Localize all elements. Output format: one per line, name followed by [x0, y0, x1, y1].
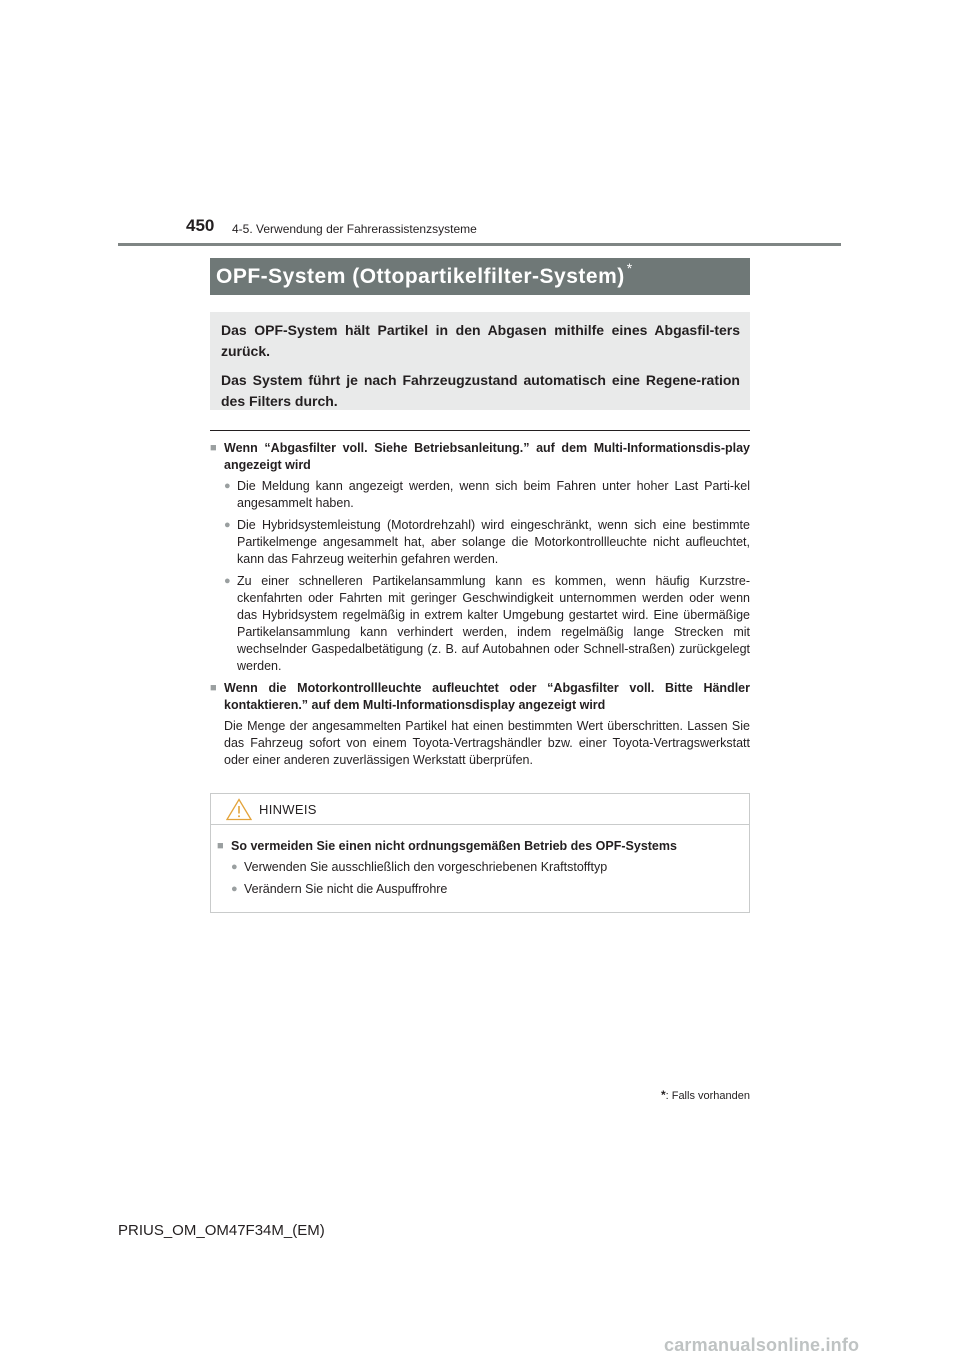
square-bullet-icon: ■ [210, 682, 217, 694]
notice-label: HINWEIS [259, 802, 317, 817]
footer-doc-id: PRIUS_OM_OM47F34M_(EM) [118, 1222, 325, 1239]
title-marker: * [626, 260, 633, 276]
footnote [640, 1088, 750, 1102]
dot-bullet-icon: ● [224, 480, 231, 492]
footnote-text: : Falls vorhanden [665, 1090, 750, 1102]
dot-bullet-icon: ● [231, 861, 238, 873]
watermark: carmanualsonline.info [664, 1335, 860, 1355]
square-bullet-icon: ■ [217, 840, 224, 852]
list-item-text: Zu einer schnelleren Partikelansammlung kann es kommen, wenn häufig Kurzstre-ckenfahrten oder Fahrten mit geringer Geschwindigkeit unternommen werden oder wenn das Hybridsystem regelmäßig in extrem kalter Umgebung gestartet wird. Eine übermäßige Partikelansammlung kann verhindert werden, indem regelmäßig lange Strecken mit wechselnder Gaspedalbetätigung (z. B. auf Autobahnen oder Schnell-straßen) zurückgelegt werden. [237, 574, 750, 673]
section2-heading [210, 680, 750, 714]
section1-heading-text: Wenn “Abgasfilter voll. Siehe Betriebsanleitung.” auf dem Multi-Informationsdis-play angezeigt wird [224, 441, 750, 472]
title-bar [210, 258, 750, 295]
notice-heading-text: So vermeiden Sie einen nicht ordnungsgemäßen Betrieb des OPF-Systems [231, 839, 677, 853]
section2-text: Die Menge der angesammelten Partikel hat einen bestimmten Wert überschritten. Lassen Sie das Fahrzeug sofort von einem Toyota-Vertragshändler bzw. einer Toyota-Vertragswerkstatt oder einer anderen zuverlässigen Werkstatt überprüfen. [224, 719, 750, 767]
footnote-marker: * [660, 1088, 666, 1102]
notice-header [211, 794, 749, 825]
intro-box [210, 312, 750, 410]
list-item-text: Die Meldung kann angezeigt werden, wenn sich beim Fahren unter hoher Last Parti-kel angesammelt haben. [237, 479, 750, 510]
section2-heading-text: Wenn die Motorkontrollleuchte aufleuchtet oder “Abgasfilter voll. Bitte Händler kontaktieren.” auf dem Multi-Informationsdisplay angezeigt wird [224, 681, 750, 712]
page-title: OPF-System (Ottopartikelfilter-System) [216, 265, 625, 288]
header-rule [118, 243, 841, 246]
list-item [224, 478, 750, 512]
list-item-text: Verwenden Sie ausschließlich den vorgeschriebenen Kraftstofftyp [244, 860, 608, 874]
dot-bullet-icon: ● [224, 519, 231, 531]
notice-heading [211, 838, 749, 855]
list-item [231, 859, 749, 876]
notice-body [211, 825, 749, 898]
section1-heading [210, 440, 750, 474]
page-number: 450 [186, 216, 215, 235]
intro-paragraph-1: Das OPF-System hält Partikel in den Abgasen mithilfe eines Abgasfil-ters zurück. [221, 322, 740, 359]
dot-bullet-icon: ● [231, 883, 238, 895]
intro-paragraph-2: Das System führt je nach Fahrzeugzustand automatisch eine Regene-ration des Filters durch. [221, 372, 740, 409]
list-item-text: Die Hybridsystemleistung (Motordrehzahl) wird eingeschränkt, wenn sich eine bestimmte Partikelmenge angesammelt hat, aber solange die Motorkontrollleuchte nicht aufleuchtet, kann das Fahrzeug weiterhin gefahren werden. [237, 518, 750, 566]
square-bullet-icon: ■ [210, 442, 217, 454]
notice-box [210, 793, 750, 913]
warning-triangle-icon [226, 798, 252, 821]
list-item [224, 517, 750, 568]
list-item [224, 573, 750, 675]
dot-bullet-icon: ● [224, 575, 231, 587]
divider [210, 430, 750, 431]
section-title: 4-5. Verwendung der Fahrerassistenzsysteme [232, 222, 477, 236]
list-item [231, 881, 749, 898]
main-content [210, 440, 750, 769]
list-item-text: Verändern Sie nicht die Auspuffrohre [244, 882, 448, 896]
